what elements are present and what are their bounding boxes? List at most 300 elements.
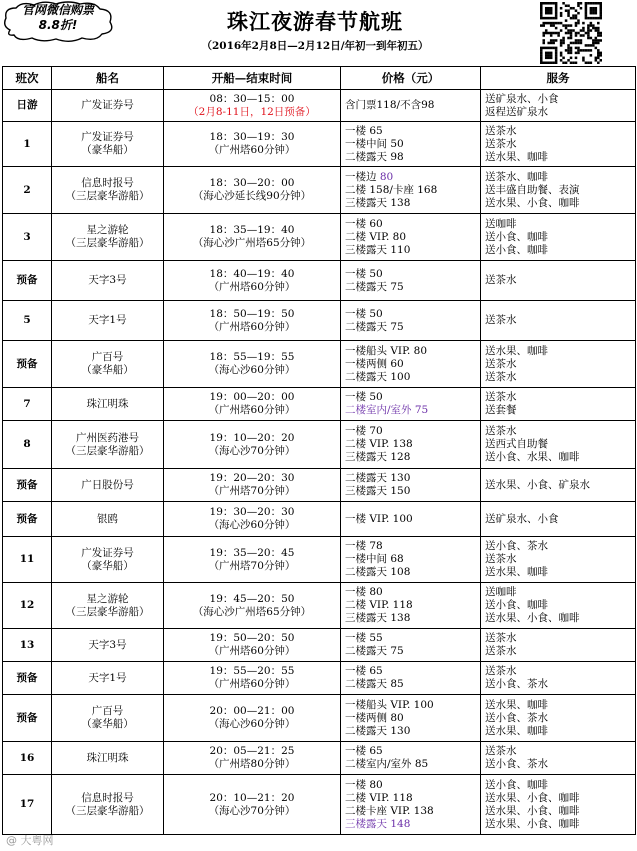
- qr-module: [600, 9, 602, 12]
- price-cell: [341, 421, 481, 469]
- boat-name-line: （三层豪华游船）: [65, 444, 150, 457]
- qr-module: [540, 59, 543, 62]
- time-line: 18：50—19：50: [209, 307, 295, 320]
- price-line: 一楼 50: [345, 267, 383, 280]
- service-cell: [481, 742, 636, 775]
- qr-module: [567, 59, 570, 62]
- promo-cloud[interactable]: [0, 0, 118, 44]
- boat-name-line: 天字1号: [88, 314, 127, 326]
- qr-module: [572, 14, 575, 17]
- qr-module: [547, 9, 550, 12]
- qr-module: [597, 39, 600, 42]
- qr-module: [567, 12, 570, 15]
- qr-module: [550, 22, 553, 25]
- qr-module: [597, 52, 600, 55]
- qr-module: [590, 7, 593, 10]
- price-line: 二楼露天 75: [345, 320, 404, 333]
- service-line: 送茶水: [485, 124, 517, 137]
- service-cell: [481, 583, 636, 629]
- service-line: 送咖啡: [485, 586, 517, 598]
- qr-module: [552, 39, 555, 42]
- time-line: 19：45—20：50: [209, 592, 295, 605]
- price-cell: [341, 537, 481, 583]
- boat-name-cell: [52, 583, 164, 629]
- qr-module: [570, 17, 573, 20]
- time-cell: [164, 469, 341, 502]
- qr-module: [590, 29, 593, 32]
- qr-module: [550, 54, 553, 57]
- qr-module: [565, 24, 568, 27]
- qr-module: [580, 29, 583, 32]
- table-row: [3, 775, 636, 835]
- price-line: 三楼露天 148: [345, 817, 411, 830]
- qr-module: [597, 57, 600, 60]
- qr-module: [555, 62, 558, 64]
- service-cell: [481, 167, 636, 214]
- qr-module: [570, 7, 573, 10]
- price-line: 一楼 80: [345, 778, 383, 791]
- service-line: 送茶水: [485, 357, 517, 370]
- qr-module: [592, 27, 595, 30]
- boat-name-cell: [52, 695, 164, 742]
- price-cell: [341, 502, 481, 537]
- price-line: 二楼 VIP. 118: [345, 791, 413, 804]
- qr-module: [585, 7, 588, 10]
- promo-line-1: 官网微信购票: [21, 3, 94, 17]
- table-row: [3, 122, 636, 167]
- price-line: 三楼露天 138: [345, 196, 411, 209]
- qr-module: [595, 2, 598, 5]
- trip-id: 16: [19, 751, 35, 764]
- price-line: 二楼 VIP. 118: [345, 599, 413, 611]
- qr-module: [547, 52, 550, 55]
- service-line: 送水果、小食、咖啡: [485, 196, 580, 209]
- price-line: 一楼 65: [345, 745, 383, 757]
- qr-module: [587, 24, 590, 27]
- boat-name-line: 天字1号: [88, 671, 127, 684]
- boat-name-line: 天字3号: [88, 638, 127, 651]
- qr-module: [575, 52, 578, 55]
- qr-module: [555, 9, 558, 12]
- qr-module: [545, 12, 548, 15]
- boat-name-cell: [52, 775, 164, 835]
- qr-module: [585, 12, 588, 15]
- boat-name-cell: [52, 301, 164, 341]
- qr-module: [600, 12, 602, 15]
- qr-module: [552, 62, 555, 64]
- qr-module: [585, 32, 588, 35]
- qr-module: [587, 29, 590, 32]
- qr-module: [547, 32, 550, 35]
- time-line: （海心沙广州塔65分钟）: [192, 237, 312, 249]
- qr-module: [545, 62, 548, 64]
- header: [0, 0, 637, 64]
- qr-module: [570, 34, 573, 37]
- qr-module: [567, 49, 570, 52]
- service-cell: [481, 388, 636, 421]
- time-line: （海心沙60分钟）: [208, 519, 296, 531]
- qr-module: [562, 2, 565, 5]
- qr-module: [545, 9, 548, 12]
- qr-module: [562, 24, 565, 27]
- qr-module: [597, 29, 600, 32]
- qr-module: [595, 47, 598, 50]
- qr-module: [555, 49, 558, 52]
- qr-module: [597, 42, 600, 45]
- price-line: 一楼 70: [345, 425, 383, 437]
- price-cell: [341, 469, 481, 502]
- qr-module: [585, 44, 588, 47]
- qr-module: [580, 7, 583, 10]
- qr-module: [540, 24, 543, 27]
- price-line: 二楼卡座 VIP. 138: [345, 804, 434, 817]
- price-cell: [341, 695, 481, 742]
- qr-module: [560, 14, 563, 17]
- boat-name-line: 广百号: [91, 351, 124, 363]
- price-line: 一楼 65: [345, 665, 383, 677]
- service-cell: [481, 90, 636, 122]
- qr-module: [572, 29, 575, 32]
- boat-name-line: （三层豪华游船）: [65, 605, 150, 618]
- qr-module: [575, 34, 578, 37]
- price-cell: [341, 388, 481, 421]
- qr-module: [592, 42, 595, 45]
- boat-name-line: （豪华船）: [81, 559, 134, 572]
- qr-module: [600, 14, 602, 17]
- service-cell: [481, 341, 636, 388]
- trip-id-cell: [3, 695, 52, 742]
- qr-module: [567, 9, 570, 12]
- service-cell: [481, 421, 636, 469]
- time-line: 18：30—19：30: [209, 131, 295, 143]
- service-line: 送茶水: [485, 137, 517, 150]
- boat-name-line: 广发证券号: [81, 99, 134, 111]
- service-line: 送小食、咖啡: [485, 243, 548, 256]
- price-cell: [341, 629, 481, 662]
- qr-module: [585, 4, 588, 7]
- time-line: 19：20—20：30: [209, 472, 295, 484]
- table-row: [3, 583, 636, 629]
- qr-module: [577, 47, 580, 50]
- trip-id: 8: [23, 438, 31, 450]
- qr-module: [587, 2, 590, 5]
- time-line: 18：40—19：40: [209, 267, 295, 280]
- qr-module: [592, 39, 595, 42]
- qr-module: [565, 4, 568, 7]
- service-line: 送水果、小食、咖啡: [485, 791, 580, 804]
- qr-module: [545, 29, 548, 32]
- price-line: 一楼中间 68: [345, 553, 404, 565]
- price-line: 二楼室内/室外 85: [345, 758, 429, 770]
- trip-id-cell: [3, 90, 52, 122]
- qr-module: [585, 17, 588, 20]
- time-line: （广州塔60分钟）: [208, 678, 296, 690]
- schedule-table: [2, 66, 636, 835]
- time-line: 19：30—20：30: [209, 506, 295, 518]
- price-line: 二楼 VIP. 80: [345, 230, 407, 243]
- qr-module: [542, 17, 545, 20]
- service-line: 送茶水: [485, 645, 517, 657]
- qr-module: [552, 17, 555, 20]
- qr-module: [560, 39, 563, 42]
- qr-module: [540, 12, 543, 15]
- table-row: [3, 261, 636, 301]
- trip-id: 预备: [16, 512, 38, 525]
- table-header-row: [3, 67, 636, 90]
- qr-module: [565, 27, 568, 30]
- qr-module: [590, 49, 593, 52]
- time-line: 18：35—19：40: [209, 224, 295, 236]
- qr-module: [582, 49, 585, 52]
- qr-module: [557, 22, 560, 25]
- boat-name-cell: [52, 662, 164, 695]
- qr-module: [560, 59, 563, 62]
- qr-module: [555, 2, 558, 5]
- qr-module: [540, 52, 543, 55]
- qr-module: [555, 52, 558, 55]
- trip-id-cell: [3, 301, 52, 341]
- qr-module: [570, 57, 573, 60]
- price-cell: [341, 583, 481, 629]
- qr-module: [565, 49, 568, 52]
- trip-id: 预备: [16, 478, 38, 491]
- price-cell: [341, 214, 481, 261]
- time-line: 20：10—21：20: [209, 791, 295, 804]
- qr-module: [582, 59, 585, 62]
- qr-module: [585, 49, 588, 52]
- qr-module: [542, 22, 545, 25]
- boat-name-line: 广发证券号: [81, 546, 134, 559]
- qr-module: [575, 9, 578, 12]
- qr-module: [575, 42, 578, 45]
- boat-name-cell: [52, 742, 164, 775]
- qr-module: [577, 49, 580, 52]
- qr-module: [545, 7, 548, 10]
- trip-id-cell: [3, 583, 52, 629]
- qr-module: [592, 7, 595, 10]
- qr-module: [575, 14, 578, 17]
- qr-module: [587, 62, 590, 64]
- qr-module: [560, 42, 563, 45]
- qr-module: [582, 22, 585, 25]
- highlight-price: 80: [379, 170, 394, 183]
- trip-id: 7: [23, 397, 31, 410]
- service-line: 送茶水、咖啡: [485, 170, 548, 183]
- service-line: 送西式自助餐: [485, 438, 548, 450]
- boat-name-cell: [52, 167, 164, 214]
- qr-module: [550, 7, 553, 10]
- service-cell: [481, 775, 636, 835]
- trip-id-cell: [3, 122, 52, 167]
- trip-id-cell: [3, 469, 52, 502]
- price-line: 三楼露天 110: [345, 243, 411, 256]
- qr-module: [595, 7, 598, 10]
- qr-module: [550, 47, 553, 50]
- qr-module: [542, 62, 545, 64]
- qr-module: [585, 14, 588, 17]
- boat-name-line: （三层豪华游船）: [65, 804, 150, 817]
- qr-module: [567, 14, 570, 17]
- price-line: 一楼 80: [345, 586, 383, 598]
- time-cell: [164, 695, 341, 742]
- service-line: 送茶水: [485, 391, 517, 403]
- qr-module: [562, 62, 565, 64]
- qr-module: [587, 34, 590, 37]
- boat-name-line: 天字3号: [88, 274, 127, 286]
- qr-module: [595, 42, 598, 45]
- qr-module: [552, 22, 555, 25]
- boat-name-cell: [52, 537, 164, 583]
- time-line: （广州塔60分钟）: [208, 320, 296, 333]
- qr-module: [555, 7, 558, 10]
- qr-module: [597, 54, 600, 57]
- trip-id-cell: [3, 261, 52, 301]
- trip-id: 11: [19, 553, 35, 565]
- boat-name-cell: [52, 90, 164, 122]
- service-cell: [481, 301, 636, 341]
- trip-id-cell: [3, 167, 52, 214]
- qr-module: [590, 2, 593, 5]
- price-line: 一楼 50: [345, 307, 383, 320]
- qr-module: [565, 19, 568, 22]
- qr-module: [560, 22, 563, 25]
- qr-module: [545, 57, 548, 60]
- qr-module: [547, 54, 550, 57]
- qr-module: [545, 2, 548, 5]
- price-line: 一楼船头 VIP. 80: [345, 344, 428, 357]
- qr-module: [550, 32, 553, 35]
- qr-module: [575, 24, 578, 27]
- table-row: [3, 662, 636, 695]
- time-cell: [164, 388, 341, 421]
- boat-name-line: 星之游轮: [86, 224, 129, 236]
- qr-module: [565, 62, 568, 64]
- service-line: 送水果、小食、咖啡: [485, 804, 580, 817]
- service-line: 送矿泉水、小食: [485, 92, 559, 105]
- qr-module: [577, 19, 580, 22]
- qr-module: [572, 62, 575, 64]
- service-cell: [481, 629, 636, 662]
- qr-module: [590, 12, 593, 15]
- qr-module: [547, 2, 550, 5]
- qr-module: [572, 7, 575, 10]
- qr-module: [540, 4, 543, 7]
- time-line: （海心沙60分钟）: [208, 718, 296, 730]
- qr-module: [597, 2, 600, 5]
- service-line: 送丰盛自助餐、表演: [485, 183, 580, 196]
- qr-module: [590, 22, 593, 25]
- qr-module: [552, 24, 555, 27]
- qr-module: [587, 17, 590, 20]
- qr-module: [567, 4, 570, 7]
- qr-module: [572, 17, 575, 20]
- qr-module: [555, 39, 558, 42]
- qr-module: [600, 7, 602, 10]
- time-cell: [164, 662, 341, 695]
- qr-code-icon[interactable]: [540, 2, 602, 64]
- service-line: 送水果、小食、咖啡: [485, 817, 580, 830]
- qr-module: [555, 47, 558, 50]
- qr-module: [577, 42, 580, 45]
- price-line: 含门票118/不含98: [345, 99, 435, 111]
- price-line: 二楼露天 108: [345, 566, 411, 578]
- time-line: （海心沙70分钟）: [208, 804, 296, 817]
- qr-module: [580, 39, 583, 42]
- qr-module: [590, 17, 593, 20]
- qr-module: [540, 54, 543, 57]
- service-cell: [481, 537, 636, 583]
- qr-module: [542, 2, 545, 5]
- qr-module: [542, 42, 545, 45]
- qr-module: [575, 57, 578, 60]
- service-line: 送水果、咖啡: [485, 344, 548, 357]
- trip-id: 预备: [16, 274, 38, 286]
- qr-module: [600, 54, 602, 57]
- price-cell: [341, 662, 481, 695]
- time-cell: [164, 775, 341, 835]
- service-cell: [481, 261, 636, 301]
- boat-name-cell: [52, 214, 164, 261]
- qr-module: [580, 42, 583, 45]
- qr-module: [555, 12, 558, 15]
- table-row: [3, 214, 636, 261]
- qr-module: [547, 62, 550, 64]
- qr-module: [552, 32, 555, 35]
- service-line: 送套餐: [485, 404, 517, 416]
- boat-name-cell: [52, 629, 164, 662]
- boat-name-line: （豪华船）: [81, 364, 134, 376]
- trip-id-cell: [3, 662, 52, 695]
- price-line: 一楼 VIP. 100: [345, 512, 413, 525]
- table-row: [3, 301, 636, 341]
- service-line: 送小食、水果、咖啡: [485, 451, 580, 463]
- trip-id: 预备: [16, 357, 38, 370]
- qr-module: [597, 34, 600, 37]
- qr-module: [555, 32, 558, 35]
- time-line: 20：05—21：25: [209, 745, 295, 757]
- qr-module: [540, 2, 543, 5]
- price-line: 二楼露天 130: [345, 724, 411, 737]
- qr-module: [587, 37, 590, 40]
- qr-module: [597, 62, 600, 64]
- price-line: 二楼 VIP. 138: [345, 438, 413, 450]
- boat-name-line: 银鸥: [97, 512, 118, 525]
- service-cell: [481, 122, 636, 167]
- qr-module: [600, 39, 602, 42]
- qr-module: [600, 4, 602, 7]
- qr-module: [540, 62, 543, 64]
- time-cell: [164, 90, 341, 122]
- table-row: [3, 388, 636, 421]
- price-line: 二楼露天 130: [345, 472, 411, 484]
- price-cell: [341, 742, 481, 775]
- price-cell: [341, 341, 481, 388]
- qr-module: [570, 42, 573, 45]
- price-line: 三楼露天 138: [345, 612, 411, 624]
- service-line: 送小食、茶水: [485, 758, 548, 770]
- qr-module: [545, 54, 548, 57]
- time-line: （海心沙广州塔65分钟）: [192, 605, 312, 618]
- qr-module: [550, 52, 553, 55]
- trip-id-cell: [3, 775, 52, 835]
- qr-module: [597, 17, 600, 20]
- qr-module: [545, 17, 548, 20]
- qr-module: [595, 39, 598, 42]
- qr-module: [590, 62, 593, 64]
- price-cell: [341, 122, 481, 167]
- qr-module: [547, 57, 550, 60]
- time-cell: [164, 261, 341, 301]
